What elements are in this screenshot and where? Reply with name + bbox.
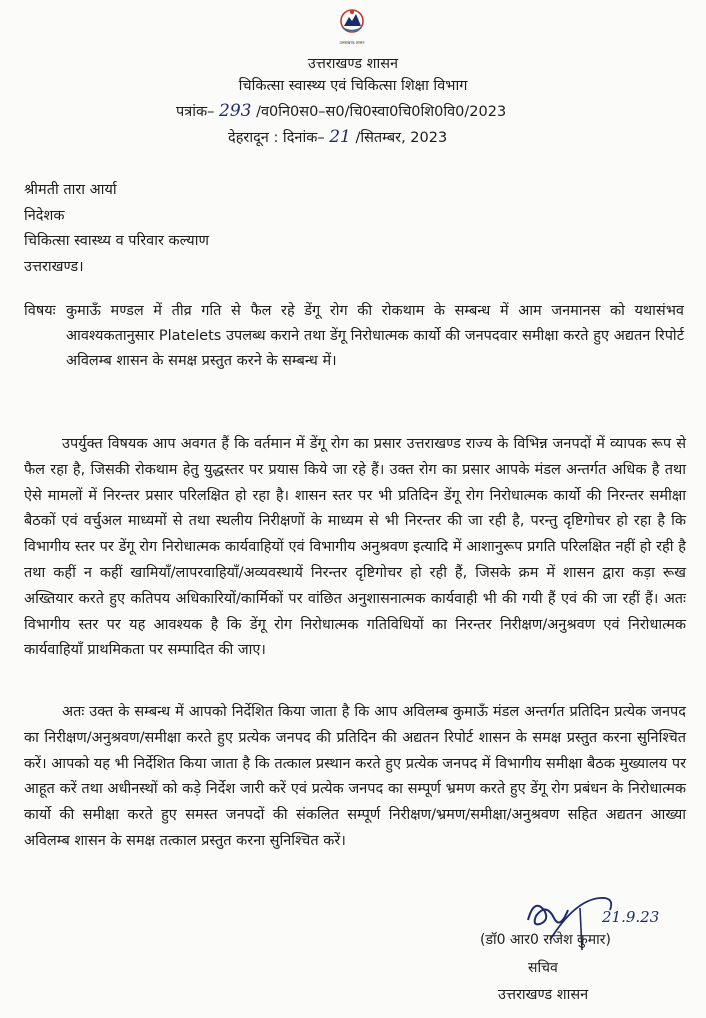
addressee-office: चिकित्सा स्वास्थ्य व परिवार कल्याण xyxy=(24,233,209,249)
date-line xyxy=(228,127,447,148)
addressee-designation: निदेशक xyxy=(24,208,65,224)
government-title: उत्तराखण्ड शासन xyxy=(307,56,399,72)
body-paragraph-2: अतः उक्त के सम्बन्ध में आपको निर्देशित किया जाता है कि आप अविलम्ब कुमाऊँ मंडल अन्तर्गत प्रतिदिन प्रत्येक जनपद का निरीक्षण/अनुश्रवण/समीक्षा करते हुए प्रत्येक जनपद की प्रतिदिन की अद्यतन रिपोर्ट शासन के समक्ष प्रस्तुत करना सुनिश्चित करें। आपको यह भी निर्देशित किया जाता है कि तत्काल प्रस्थान करते हुए प्रत्येक जनपद में विभागीय समीक्षा बैठक मुख्यालय पर आहूत करें तथा अधीनस्थों को कड़े निर्देश जारी करें एवं प्रत्येक जनपद का सम्पूर्ण भ्रमण करते हुए डेंगू रोग प्रबंधन के निरोधात्मक कार्यो की समीक्षा करते हुए समस्त जनपदों की संकलित सम्पूर्ण निरीक्षण/भ्रमण/समीक्षा/अनुश्रवण सहित अद्यतन आख्या अविलम्ब शासन के समक्ष तत्काल प्रस्तुत करना सुनिश्चित करें। xyxy=(24,704,686,849)
signatory-name: (डॉ0 आर0 राजेश कुमार) xyxy=(480,932,611,948)
date-day-handwritten: 21 xyxy=(329,127,351,147)
addressee-place: उत्तराखण्ड। xyxy=(24,259,84,275)
reference-line xyxy=(176,101,506,122)
addressee-name: श्रीमती तारा आर्या xyxy=(24,182,117,198)
handwritten-signature-icon xyxy=(520,880,660,970)
ref-prefix: पत्रांक– xyxy=(176,104,215,120)
subject-block xyxy=(24,299,684,374)
ref-number-handwritten: 293 xyxy=(219,101,252,121)
signatory-organization: उत्तराखण्ड शासन xyxy=(498,987,589,1003)
date-prefix: देहरादून : दिनांक– xyxy=(228,130,325,146)
emblem-caption: उत्तराखण्ड शासन xyxy=(339,40,365,45)
signatory-designation: सचिव xyxy=(528,960,558,976)
ref-suffix: /व0नि0स0–स0/चि0स्वा0चि0शि0वि0/2023 xyxy=(256,104,507,120)
body-paragraph-1: उपर्युक्त विषयक आप अवगत हैं कि वर्तमान में डेंगू रोग का प्रसार उत्तराखण्ड राज्य के विभिन्न जनपदों में व्यापक रूप से फैल रहा है, जिसकी रोकथाम हेतु युद्धस्तर पर प्रयास किये जा रहे हैं। उक्त रोग का प्रसार आपके मंडल अन्तर्गत अधिक है तथा ऐसे मामलों में निरन्तर प्रसार परिलक्षित हो रहा है। शासन स्तर पर भी प्रतिदिन डेंगू रोग निरोधात्मक कार्यो की निरन्तर समीक्षा बैठकों एवं वर्चुअल माध्यमों से तथा स्थलीय निरीक्षणों के माध्यम से भी निरन्तर की जा रही है, परन्तु दृष्टिगोचर हो रहा है कि विभागीय स्तर पर डेंगू रोग निरोधात्मक कार्यवाहियों एवं विभागीय अनुश्रवण इत्यादि में आशानुरूप प्रगति परिलक्षित नहीं हो रही है तथा कहीं न कहीं खामियाँ/लापरवाहियाँ/अव्यवस्थायें निरन्तर दृष्टिगोचर हो रही हैं, जिसके क्रम में शासन द्वारा कड़ा रूख अख्तियार करते हुए कतिपय अधिकारियों/कार्मिकों पर वांछित अनुशासनात्मक कार्यवाही भी की गयी हैं एवं की जा रहीं हैं। अतः विभागीय स्तर पर यह आवश्यक है कि डेंगू रोग निरोधात्मक गतिविधियों का निरन्तर निरीक्षण/अनुश्रवण एवं निरोधात्मक कार्यवाहियाँ प्राथमिकता पर सम्पादित की जाए। xyxy=(24,436,686,659)
subject-label: विषयः xyxy=(24,303,56,319)
signature-date: 21.9.23 xyxy=(602,908,660,926)
date-suffix: /सितम्बर, 2023 xyxy=(355,130,448,146)
signature-block xyxy=(480,880,680,1010)
uttarakhand-emblem-icon xyxy=(332,6,372,50)
department-title: चिकित्सा स्वास्थ्य एवं चिकित्सा शिक्षा विभाग xyxy=(238,78,468,94)
subject-text: कुमाऊँ मण्डल में तीव्र गति से फैल रहे डेंगू रोग की रोकथाम के सम्बन्ध में आम जनमानस को यथासंभव आवश्यकतानुसार Platelets उपलब्ध कराने तथा डेंगू निरोधात्मक कार्यो की जनपदवार समीक्षा करते हुए अद्यतन रिपोर्ट अविलम्ब शासन के समक्ष प्रस्तुत करने के सम्बन्ध में। xyxy=(66,303,684,369)
